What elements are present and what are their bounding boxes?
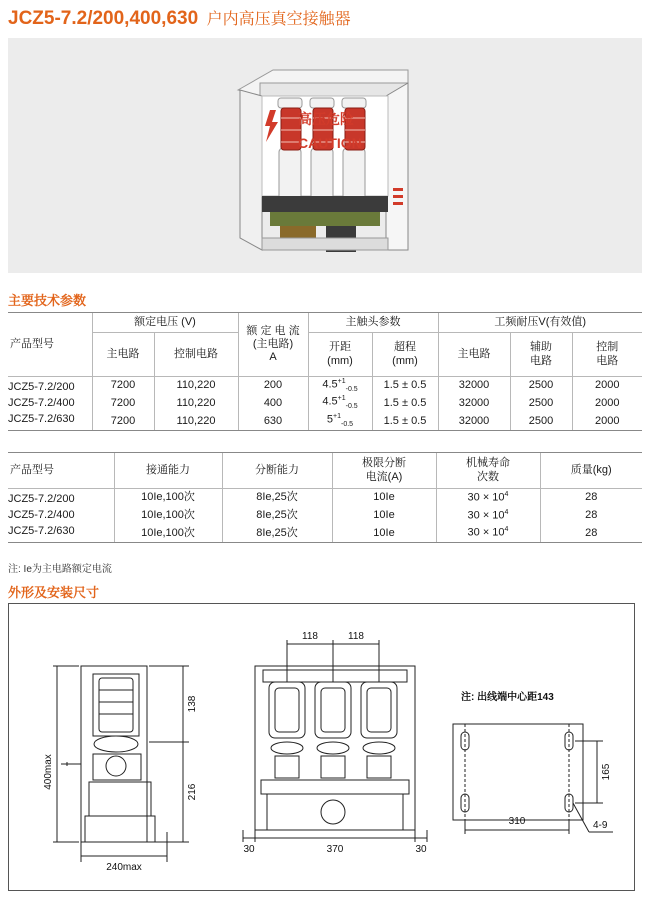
dim-118-left: 118 [302,631,318,642]
life-exponent: 4 [504,526,509,534]
dim-400max: 400max [43,754,54,790]
row-gap [308,377,372,395]
col-w-aux-line2: 电路 [530,354,552,367]
dim-30-right: 30 [415,844,427,855]
col-gap-line2: (mm) [327,354,353,367]
row-ctrl-v: 110,220 [154,377,238,395]
col-life-line1: 机械寿命 [466,457,510,470]
life-base: 30 × 10 [467,491,505,504]
table-row [8,413,642,431]
dim-310: 310 [508,816,526,827]
col-make: 接通能力 [114,453,222,489]
row-model: JCZ5-7.2/400 [8,396,75,409]
table-row [8,489,642,507]
row-main-v: 7200 [92,377,154,395]
row-w-aux: 2500 [510,377,572,395]
row-overtravel: 1.5 ± 0.5 [372,413,438,431]
col-withstand-main: 主电路 [438,333,510,377]
col-current-line2: (主电路) [252,337,294,350]
product-model-title: JCZ5-7.2/200,400,630 [8,8,199,29]
spec-table-electrical [8,312,642,431]
row-gap [308,395,372,413]
row-life [436,507,540,525]
row-ctrl-v: 110,220 [154,395,238,413]
spec-table-performance [8,452,642,543]
row-current: 400 [238,395,308,413]
drawing-note: 注: 出线端中心距143 [461,692,554,703]
row-model: JCZ5-7.2/200 [8,493,75,506]
row-w-aux: 2500 [510,413,572,431]
row-life [436,489,540,507]
row-limit: 10Ie [332,525,436,543]
row-mass: 28 [540,489,642,507]
row-model: JCZ5-7.2/400 [8,508,75,521]
col-withstand-aux [510,333,572,377]
photo-caution-en: CAUTION [298,135,362,151]
gap-value: 4.5 [322,396,338,409]
product-name-title: 户内高压真空接触器 [206,11,351,28]
row-overtravel: 1.5 ± 0.5 [372,395,438,413]
row-gap [308,413,372,431]
row-break: 8Ie,25次 [222,507,332,525]
col-life [436,453,540,489]
col-withstand-ctrl [572,333,642,377]
dimension-drawing [8,603,635,891]
row-w-main: 32000 [438,377,510,395]
col-group-withstand: 工频耐压V(有效值) [438,313,642,333]
dimension-drawing-svg [9,604,636,892]
gap-tol-plus: +1 [337,377,346,385]
gap-value: 5 [326,413,334,426]
gap-tol-minus: -0.5 [345,385,358,393]
col-over-line2: (mm) [392,354,418,367]
life-exponent: 4 [504,490,509,498]
gap-tol-plus: +1 [333,413,342,421]
row-w-main: 32000 [438,413,510,431]
row-w-ctrl: 2000 [572,395,642,413]
life-exponent: 4 [504,508,509,516]
product-photo [8,38,642,273]
row-limit: 10Ie [332,489,436,507]
gap-value: 4.5 [322,378,338,391]
dimensions-section-title: 外形及安装尺寸 [8,585,100,600]
photo-caution-cn: 高压危险 [298,112,354,128]
table-row [8,395,642,413]
row-w-aux: 2500 [510,395,572,413]
dim-30-left: 30 [243,844,255,855]
row-limit: 10Ie [332,507,436,525]
col-limit-line1: 极限分断 [362,457,406,470]
row-mass: 28 [540,507,642,525]
col-model: 产品型号 [8,313,92,377]
row-main-v: 7200 [92,395,154,413]
col-control-voltage: 控制电路 [154,333,238,377]
row-w-main: 32000 [438,395,510,413]
front-view [243,640,427,842]
row-w-ctrl: 2000 [572,377,642,395]
col-over-line1: 超程 [394,341,416,354]
mounting-plan [453,724,613,834]
row-make: 10Ie,100次 [114,525,222,543]
dim-216: 216 [187,783,198,801]
row-ctrl-v: 110,220 [154,413,238,431]
dim-4-9: 4-9 [593,820,608,831]
row-overtravel: 1.5 ± 0.5 [372,377,438,395]
col-group-contact: 主触头参数 [308,313,438,333]
row-model: JCZ5-7.2/630 [8,413,92,431]
side-view [53,666,189,862]
col-life-line2: 次数 [477,470,499,483]
col-main-voltage: 主电路 [92,333,154,377]
contactor-illustration [8,38,642,273]
col-limit-line2: 电流(A) [365,470,403,483]
col-mass: 质量(kg) [540,453,642,489]
dim-370: 370 [326,844,344,855]
row-model: JCZ5-7.2/200 [8,381,75,394]
col-limit [332,453,436,489]
table-row [8,525,642,543]
row-break: 8Ie,25次 [222,525,332,543]
col-w-aux-line1: 辅助 [530,341,552,354]
col-current-line3: A [269,351,277,364]
gap-tol-minus: -0.5 [345,403,358,411]
col-w-ctrl-line1: 控制 [596,341,619,354]
col-gap [308,333,372,377]
dim-240max: 240max [106,862,142,873]
row-make: 10Ie,100次 [114,489,222,507]
row-main-v: 7200 [92,413,154,431]
col-model: 产品型号 [8,453,114,489]
gap-tol-minus: -0.5 [341,420,354,428]
table-row [8,507,642,525]
page-title [8,6,351,32]
col-gap-line1: 开距 [329,341,351,354]
row-make: 10Ie,100次 [114,507,222,525]
table-row [8,377,642,395]
row-current: 630 [238,413,308,431]
row-w-ctrl: 2000 [572,413,642,431]
col-break: 分断能力 [222,453,332,489]
specs-section-title: 主要技术参数 [8,293,87,308]
life-base: 30 × 10 [467,509,505,522]
col-current [238,313,308,377]
row-break: 8Ie,25次 [222,489,332,507]
dim-165: 165 [601,763,612,781]
col-group-voltage: 额定电压 (V) [92,313,238,333]
row-current: 200 [238,377,308,395]
col-w-ctrl-line2: 电路 [596,354,619,367]
col-overtravel [372,333,438,377]
row-model: JCZ5-7.2/630 [8,525,114,543]
dim-138: 138 [187,695,198,713]
dim-118-right: 118 [348,631,364,642]
footnote: 注: Ie为主电路额定电流 [8,564,112,575]
life-base: 30 × 10 [467,526,505,539]
row-life [436,525,540,543]
row-mass: 28 [540,525,642,543]
col-current-line1: 额 定 电 流 [246,324,300,337]
gap-tol-plus: +1 [337,395,346,403]
